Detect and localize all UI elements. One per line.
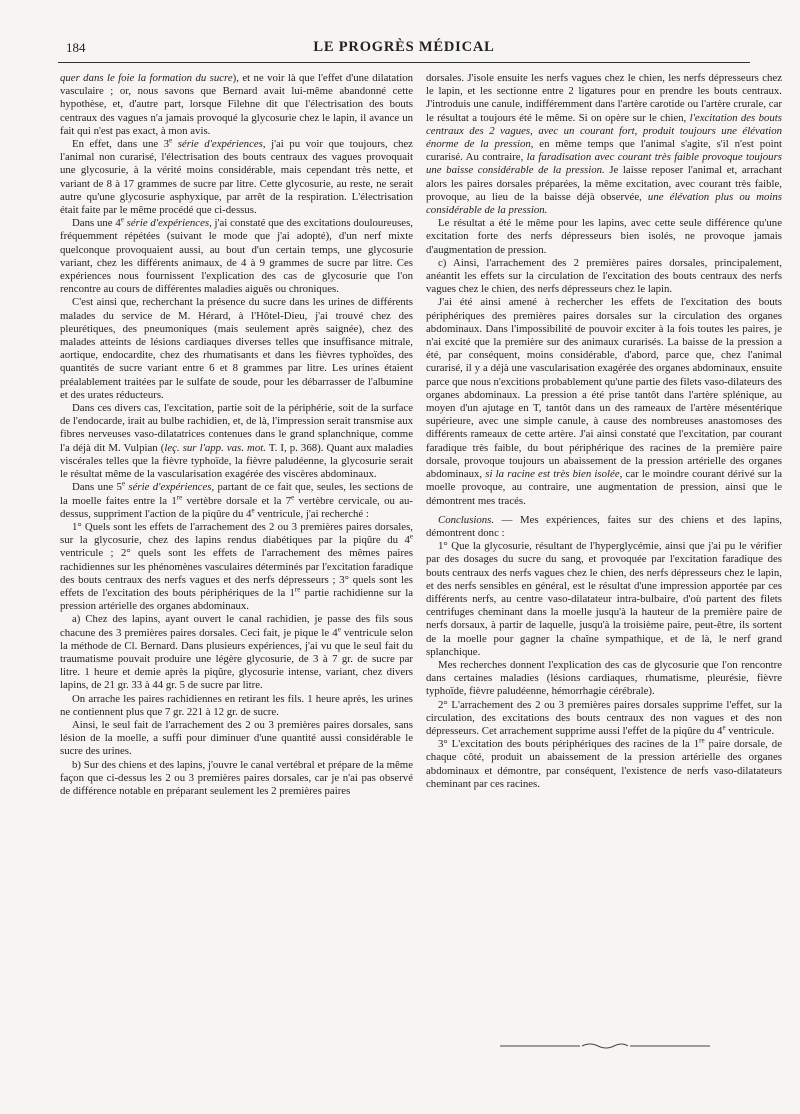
italic-text: quer dans le foie la formation du sucre xyxy=(60,72,233,84)
text-run: vertèbre cervicale, ou au-dessus, suppriment l'action de la piqûre du 4 xyxy=(60,494,413,520)
paragraph xyxy=(60,613,413,692)
italic-text: une élévation plus ou moins considérable de la pression. xyxy=(426,190,782,217)
superscript: e xyxy=(169,136,173,145)
superscript: re xyxy=(294,585,301,594)
superscript: e xyxy=(409,532,413,541)
text-run: c) Ainsi, l'arrachement des 2 premières paires dorsales, principalement, anéantit les effets sur la circulation de l'excitation des bouts centraux des nerfs vagues chez le chien, des nerfs dépresseurs chez le lapin. xyxy=(426,256,782,296)
italic-text: la faradisation avec courant très faible provoque toujours une baisse considérable de la pression. xyxy=(426,151,782,177)
italic-text: série d'expériences xyxy=(126,217,210,230)
text-run: J'ai été ainsi amené à rechercher les effets de l'excitation des bouts périphériques des premières paires dorsales sur la circulation des organes abdominaux. Dans l'impossibilité de pouvoir exciter à la fois toutes les paires, je n'ai excité que la première sur des animaux curarisés. La baisse de la pression a été, par conséquent, moins considérable, d'abord, parce que, chez l'animal curarisé, il y a déjà une vascularisation exagérée des organes abdominaux, ensuite parce que nous n'excitions probablement qu'une partie des filets vaso-dilateurs des organes abdominaux. La pression a été prise tantôt dans l'artère splénique, au moyen d'un ajutage en T, tantôt dans un des rameaux de l'artère mésentérique supérieure, avec une simple canule, à cause des nombreuses anastomoses des différents rameaux de cette artère. J'ai ainsi constaté que l'excitation, par courant faradique très faible, du bout périphérique des racines de la première paire dorsale, provoque toujours un abaissement de la pression artérielle des organes abdominaux, xyxy=(426,296,782,481)
page-header xyxy=(58,36,750,63)
text-run: Dans ces divers cas, l'excitation, partie soit de la périphérie, soit de la surface de l'endocarde, irait au bulbe rachidien, et, de là, l'impression serait transmise aux fibres nerveuses vaso-dilatatrices contenues dans le grand splanchnique, comme l'a déjà dit M. Vulpian ( xyxy=(60,402,413,454)
text-run: b) Sur des chiens et des lapins, j'ouvre le canal vertébral et prépare de la même façon que ci-dessus les 2 ou 3 premières paires dorsales, car je n'ai pas observé de différence notable en préparant seulement les 2 premières paires xyxy=(60,758,413,797)
paragraph xyxy=(60,402,413,481)
text-run: Je laisse reposer l'animal et, arrachant alors les paires dorsales préparées, la même excitation, avec courant très faible, provoque, au lieu de la baisse déjà observée, xyxy=(426,164,782,203)
paragraph xyxy=(426,72,782,217)
end-ornament xyxy=(500,1042,710,1050)
italic-text: leç. sur l'app. vas. mot. xyxy=(164,441,266,454)
paragraph xyxy=(426,659,782,699)
superscript: re xyxy=(176,492,183,501)
paragraph xyxy=(426,296,782,507)
paragraph xyxy=(60,521,413,613)
paragraph xyxy=(60,138,413,217)
paragraph xyxy=(60,481,413,521)
page-number: 184 xyxy=(66,40,86,55)
paragraph xyxy=(426,257,782,297)
paragraph xyxy=(60,296,413,402)
paragraph xyxy=(60,693,413,719)
italic-text: série d'expériences xyxy=(128,481,212,494)
text-run: , en même temps que l'animal s'agite, s'il n'est point curarisé. Au contraire, xyxy=(426,138,782,164)
running-title: LE PROGRÈS MÉDICAL xyxy=(313,39,495,55)
paragraph xyxy=(426,217,782,257)
text-run: En effet, dans une 3 xyxy=(72,138,170,151)
text-run: 1° Quels sont les effets de l'arrachement des 2 ou 3 premières paires dorsales, sur la glycosurie, chez des lapins rendus diabétiques par la piqûre du 4 xyxy=(60,520,413,547)
superscript: re xyxy=(699,736,705,745)
text-run: ventricule ; 2° quels sont les effets de l'arrachement des mêmes paires rachidiennes sur les phénomènes vasculaires déterminés par l'excitation faradique des bouts centraux des nerfs vagues et des nerfs dépresseurs ; 3° quels sont les effets de l'excitation des bouts périphériques de la 1 xyxy=(60,547,413,599)
text-run: a) Chez des lapins, ayant ouvert le canal rachidien, je passe des fils sous chacune des 3 premières paires dorsales. Ceci fait, je pique le 4 xyxy=(60,613,413,639)
text-run: Le résultat a été le même pour les lapins, avec cette seule différence qu'une excitation forte des nerfs dépresseurs bien isolés, ne provoque jamais d'augmentation de pression. xyxy=(426,217,782,256)
text-run: ventricule, j'ai recherché : xyxy=(254,507,369,520)
left-column xyxy=(60,72,413,1072)
text-run: ), et ne voir là que l'effet d'une dilatation vasculaire ; or, nous savons que Bernard avait lui-même abandonné cette hypothèse, et, d'autre part, lorsque Filehne dit que l'électrisation des bouts centraux des vagues n'a jamais provoqué la glycosurie chez le lapin, il avance un fait qui n'est pas exact, à mon avis. xyxy=(60,72,413,137)
text-run: Dans une 4 xyxy=(72,217,121,230)
paragraph xyxy=(426,540,782,659)
text-run: On arrache les paires rachidiennes en retirant les fils. 1 heure après, les urines ne contiennent plus que 7 gr. 221 à 12 gr. de sucre. xyxy=(60,692,413,718)
text-run: 1° Que la glycosurie, résultant de l'hyperglycémie, ainsi que j'ai pu le vérifier par des dosages du sucre du sang, et provoquée par l'excitation faradique des bouts centraux des nerfs vagues chez le chien, des nerfs dépresseurs chez le lapin, et des nerfs sensibles en général, est le résultat d'une impression apportée par ces différents nerfs, au centre vaso-dilatateur intra-bulbaire, d'où partent des filets centrifuges cheminant dans la moelle jusqu'à la hauteur de la première paire de nerfs dorsaux, à partir de laquelle, jusqu'à la troisième paire, peut-être, ils sortent de la moelle pour gagner la chaîne sympathique, et de là, le nerf grand splanchique. xyxy=(426,540,782,658)
conclusions-heading-paragraph xyxy=(426,514,782,540)
superscript: e xyxy=(120,215,124,224)
text-run: , car le moindre courant dérivé sur la moelle provoque, au contraire, une augmentation de pression, ainsi que le démontrent mes tracés. xyxy=(426,468,782,507)
paragraph xyxy=(426,699,782,739)
text-run: , j'ai pu voir que toujours, chez l'animal non curarisé, l'électrisation des bouts centraux des vagues provoquait une glycosurie, à la vérité moins considérable, mais cependant très nette, et variant de 8 à 17 grammes de sucre par litre. Cette glycosurie, au reste, ne serait autre qu'une glycosurie asphyxique, par arrêt de la respiration. L'électrisation était faite par le même procédé que ci-dessus. xyxy=(60,138,413,217)
superscript: e xyxy=(722,723,726,732)
text-run: — Mes expériences, faites sur des chiens et des lapins, démontrent donc : xyxy=(426,513,782,539)
text-run: 2° L'arrachement des 2 ou 3 premières paires dorsales supprime l'effet, sur la circulation, des excitations des bouts centraux des non vagues et des non dépresseurs. Cet arrachement supprime aussi l'effet de la piqûre du 4 xyxy=(426,698,782,737)
superscript: e xyxy=(337,624,341,633)
paragraph xyxy=(60,759,413,799)
text-run: Ainsi, le seul fait de l'arrachement des 2 ou 3 premières paires dorsales, sans lésion de la moelle, a suffi pour diminuer d'une quantité aussi considérable le sucre des urines. xyxy=(60,718,413,758)
text-run: , j'ai constaté que des excitations douloureuses, fréquemment répétées (suivant le mode que j'ai adopté), d'un nerf mixte quelconque provoquaient aussi, au bout d'un certain temps, une glycosurie variant, chez les différents animaux, de 4 à 9 grammes de sucre par litre. Ces expériences nous fournissent l'explication des cas de glycosurie que l'on rencontre au cours de différentes maladies aiguës ou chroniques. xyxy=(60,217,413,296)
text-run: , partant de ce fait que, seules, les sections de la moelle faites entre la 1 xyxy=(60,481,413,507)
paragraph xyxy=(60,217,413,296)
text-run: C'est ainsi que, recherchant la présence du sucre dans les urines de différents malades du service de M. Hérard, à l'Hôtel-Dieu, j'ai trouvé chez des pleurétiques, des pneumoniques (mais seulement après saignée), chez des malades atteints de lésions cardiaques diverses telles que insuffisance mitrale, aortique, endocardite, chez des rhumatisants et dans les fièvres typhoïdes, des quantités de sucre variant entre 6 et 8 grammes par litre. Les urines étaient préalablement traitées par le sulfate de soude, pour les débarrasser de l'albumine et des urates réducteurs. xyxy=(60,296,413,401)
right-column xyxy=(426,72,782,1072)
text-run: Mes recherches donnent l'explication des cas de glycosurie que l'on rencontre dans certaines maladies (lésions cardiaques, rhumatisme, pleurésie, fièvre typhoïde, fièvre paludéenne, hémorrhagie cérébrale). xyxy=(426,658,782,698)
text-run: ventricule. xyxy=(725,724,775,737)
text-run: vertèbre dorsale et la 7 xyxy=(182,494,292,507)
superscript: e xyxy=(251,506,255,515)
paragraph xyxy=(426,738,782,791)
text-run: Dans une 5 xyxy=(72,481,122,494)
text-run: paire dorsale, de chaque côté, produit un abaissement de la pression artérielle des organes abdominaux et démontre, par conséquent, l'existence de nerfs vaso-dilatateurs cheminant par ces racines. xyxy=(426,738,782,790)
italic-text: l'excitation des bouts centraux des 2 vagues, avec un courant fort, produit toujours une élévation énorme de la pression xyxy=(426,111,782,151)
text-run: 3° L'excitation des bouts périphériques des racines de la 1 xyxy=(438,738,700,751)
text-run: ventricule selon la méthode de Cl. Bernard. Dans plusieurs expériences, j'ai vu que le seul fait du traumatisme pouvait produire une légère glycosurie, de 3 à 7 gr. de sucre par litre. 1 heure et demie après la piqûre, glycosurie intense, variant, chez divers lapins, de 21 gr. 33 à 44 gr. 5 de sucre par litre. xyxy=(60,626,413,692)
italic-text: Conclusions. xyxy=(438,513,495,526)
paragraph xyxy=(60,719,413,759)
italic-text: si la racine est très bien isolée xyxy=(485,468,620,481)
superscript: e xyxy=(121,479,126,488)
text-run: partie rachidienne sur la pression artérielle des organes abdominaux. xyxy=(60,586,413,613)
superscript: e xyxy=(291,492,295,501)
text-run: T. I, p. 368). Quant aux maladies viscérales telles que la fièvre typhoïde, la fièvre paludéenne, la glycosurie serait le résultat même de la vascularisation exagérée des viscères abdominaux. xyxy=(60,441,413,481)
italic-text: série d'expériences xyxy=(177,138,263,151)
text-run: dorsales. J'isole ensuite les nerfs vagues chez le chien, les nerfs dépresseurs chez le lapin, et les sectionne entre 2 ligatures pour en prendre les bouts centraux. J'introduis une canule, indifféremment dans l'artère carotide ou l'artère crurale, car le résultat a toujours été le même. Si on opère sur le chien, xyxy=(426,72,782,124)
paragraph xyxy=(60,72,413,138)
